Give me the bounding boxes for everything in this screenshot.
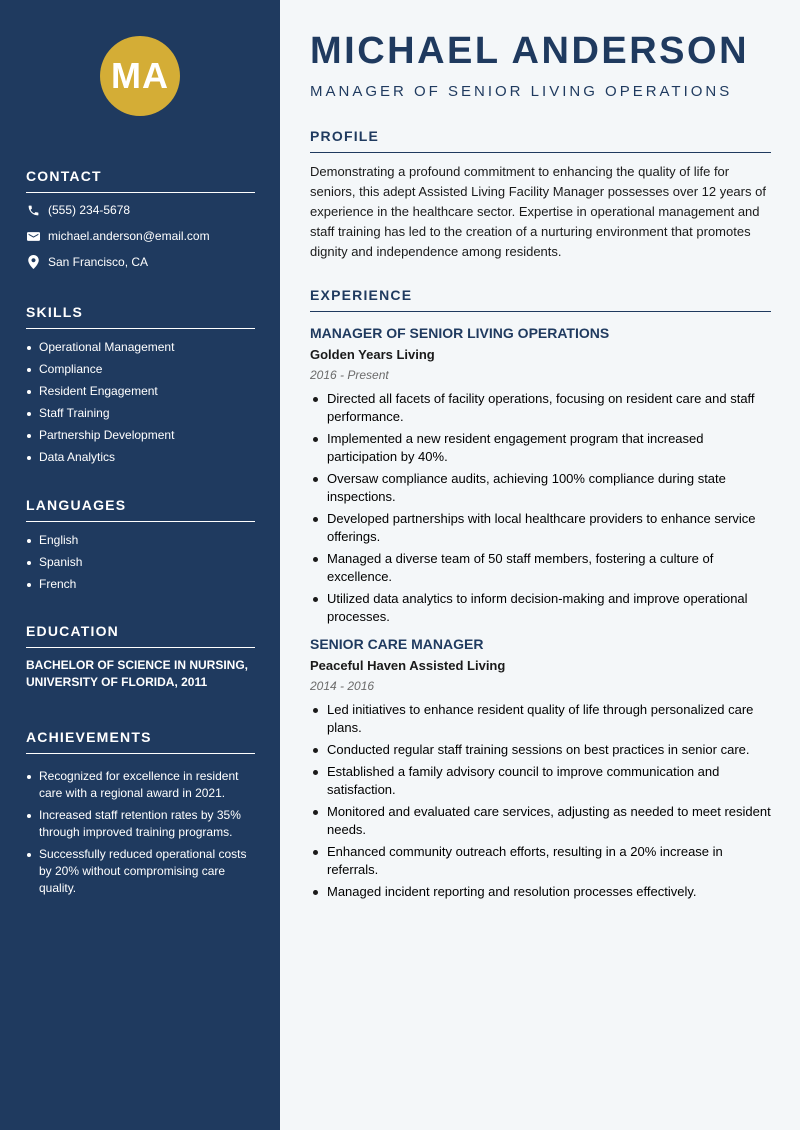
contact-location xyxy=(26,249,255,275)
skill-item: Operational Management xyxy=(26,339,255,356)
job-title: MANAGER OF SENIOR LIVING OPERATIONS xyxy=(310,325,610,341)
contact-heading: CONTACT xyxy=(26,168,255,193)
duty-item: Established a family advisory council to improve communication and satisfaction. xyxy=(310,763,771,799)
achievement-item: Increased staff retention rates by 35% through improved training programs. xyxy=(26,807,255,841)
job-entry xyxy=(310,636,771,901)
languages-heading: LANGUAGES xyxy=(26,497,255,522)
profile-text: Demonstrating a profound commitment to enhancing the quality of life for seniors, this adept Assisted Living Facility Manager possesses over 12 years of experience in the healthcare sector. Expertise in operational management and staff training has led to the creation of a nurturing environment that promotes dignity and independence among residents. xyxy=(310,164,766,259)
language-item: Spanish xyxy=(26,554,255,571)
duty-item: Utilized data analytics to inform decision-making and improve operational processes. xyxy=(310,590,771,626)
phone-text: (555) 234-5678 xyxy=(48,203,131,217)
education-section xyxy=(26,623,255,691)
duty-item: Managed incident reporting and resolution processes effectively. xyxy=(310,883,771,901)
skills-heading: SKILLS xyxy=(26,304,255,329)
job-entry xyxy=(310,325,771,626)
duty-item: Implemented a new resident engagement program that increased participation by 40%. xyxy=(310,430,771,466)
skills-list xyxy=(26,339,255,466)
duty-item: Led initiatives to enhance resident quality of life through personalized care plans. xyxy=(310,701,771,737)
education-line-2: UNIVERSITY OF FLORIDA, 2011 xyxy=(26,675,208,689)
languages-section xyxy=(26,497,255,598)
job-dates: 2014 - 2016 xyxy=(310,679,375,693)
skill-item: Partnership Development xyxy=(26,427,255,444)
duty-item: Directed all facets of facility operations, focusing on resident care and staff performance. xyxy=(310,390,771,426)
duty-item: Enhanced community outreach efforts, resulting in a 20% increase in referrals. xyxy=(310,843,771,879)
achievement-item: Successfully reduced operational costs by 20% without compromising care quality. xyxy=(26,846,255,897)
profile-heading: PROFILE xyxy=(310,128,771,153)
skill-item: Staff Training xyxy=(26,405,255,422)
education-heading: EDUCATION xyxy=(26,623,255,648)
duty-item: Monitored and evaluated care services, adjusting as needed to meet resident needs. xyxy=(310,803,771,839)
job-title: SENIOR CARE MANAGER xyxy=(310,636,484,652)
languages-list xyxy=(26,532,255,593)
skill-item: Data Analytics xyxy=(26,449,255,466)
duty-item: Oversaw compliance audits, achieving 100% compliance during state inspections. xyxy=(310,470,771,506)
duty-item: Developed partnerships with local healthcare providers to enhance service offerings. xyxy=(310,510,771,546)
experience-section xyxy=(310,287,771,905)
phone-icon xyxy=(26,203,40,217)
sidebar xyxy=(0,0,280,1130)
skill-item: Resident Engagement xyxy=(26,383,255,400)
job-duties xyxy=(310,701,771,901)
job-company: Peaceful Haven Assisted Living xyxy=(310,658,506,673)
job-duties xyxy=(310,390,771,626)
candidate-name: MICHAEL ANDERSON xyxy=(310,30,750,72)
language-item: French xyxy=(26,576,255,593)
achievements-heading: ACHIEVEMENTS xyxy=(26,729,255,754)
mail-icon xyxy=(26,229,40,243)
job-company: Golden Years Living xyxy=(310,347,435,362)
experience-heading: EXPERIENCE xyxy=(310,287,771,312)
location-pin-icon xyxy=(26,255,40,269)
contact-section xyxy=(26,168,255,275)
skill-item: Compliance xyxy=(26,361,255,378)
achievements-section xyxy=(26,729,255,902)
education-line-1: BACHELOR OF SCIENCE IN NURSING, xyxy=(26,658,249,672)
language-item: English xyxy=(26,532,255,549)
duty-item: Conducted regular staff training sessions on best practices in senior care. xyxy=(310,741,771,759)
contact-phone xyxy=(26,197,255,223)
candidate-title: MANAGER OF SENIOR LIVING OPERATIONS xyxy=(310,83,733,100)
monogram-avatar: MA xyxy=(100,36,180,116)
education-degree xyxy=(26,657,255,691)
skills-section xyxy=(26,304,255,471)
email-text: michael.anderson@email.com xyxy=(48,229,210,243)
contact-list xyxy=(26,197,255,275)
profile-section xyxy=(310,128,771,262)
achievements-list xyxy=(26,768,255,897)
job-dates: 2016 - Present xyxy=(310,368,389,382)
location-text: San Francisco, CA xyxy=(48,255,149,269)
duty-item: Managed a diverse team of 50 staff members, fostering a culture of excellence. xyxy=(310,550,771,586)
achievement-item: Recognized for excellence in resident care with a regional award in 2021. xyxy=(26,768,255,802)
contact-email xyxy=(26,223,255,249)
